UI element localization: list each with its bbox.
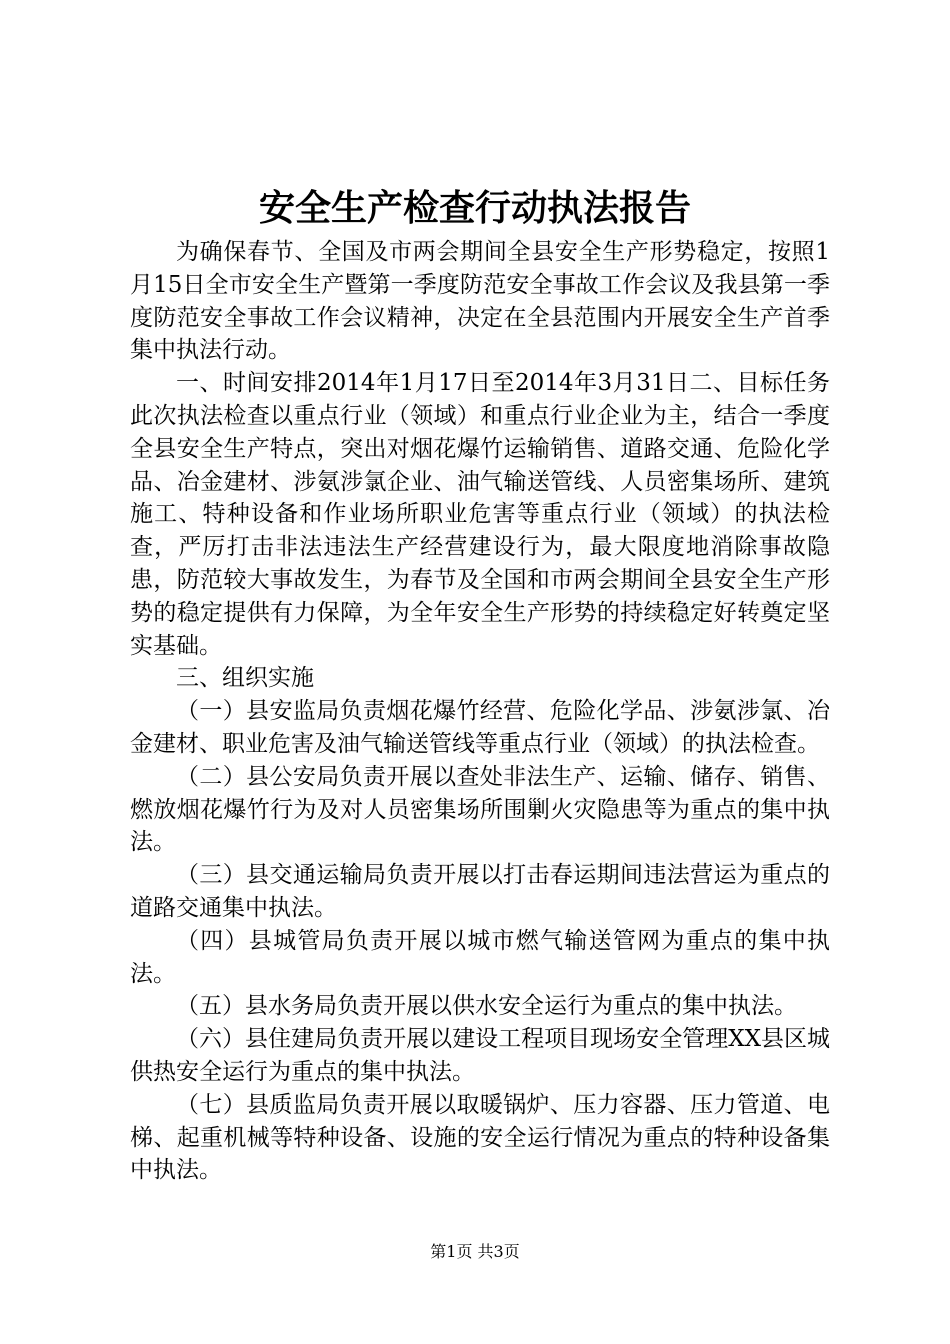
paragraph-schedule-goals: 一、时间安排2014年1月17日至2014年3月31日二、目标任务此次执法检查以重点行业（领域）和重点行业企业为主，结合一季度全县安全生产特点，突出对烟花爆竹运输销售、道路交通、危险化学品、冶金建材、涉氨涉氯企业、油气输送管线、人员密集场所、建筑施工、特种设备和作业场所职业危害等重点行业（领域）的执法检查，严厉打击非法违法生产经营建设行为，最大限度地消除事故隐患，防范较大事故发生，为春节及全国和市两会期间全县安全生产形势的稳定提供有力保障，为全年安全生产形势的持续稳定好转奠定坚实基础。 <box>130 370 830 659</box>
section-heading-implementation: 三、组织实施 <box>176 665 314 692</box>
paragraph-item-6: （六）县住建局负责开展以建设工程项目现场安全管理XX县区城供热安全运行为重点的集中执法。 <box>130 1026 830 1085</box>
document-title: 安全生产检查行动执法报告 <box>258 187 691 229</box>
paragraph-item-1: （一）县安监局负责烟花爆竹经营、危险化学品、涉氨涉氯、冶金建材、职业危害及油气输送管线等重点行业（领域）的执法检查。 <box>130 698 830 757</box>
document-body <box>130 236 830 1187</box>
paragraph-intro: 为确保春节、全国及市两会期间全县安全生产形势稳定，按照1月15日全市安全生产暨第一季度防范安全事故工作会议及我县第一季度防范安全事故工作会议精神，决定在全县范围内开展安全生产首季集中执法行动。 <box>130 239 830 364</box>
paragraph-item-5: （五）县水务局负责开展以供水安全运行为重点的集中执法。 <box>176 993 797 1020</box>
paragraph-item-2: （二）县公安局负责开展以查处非法生产、运输、储存、销售、燃放烟花爆竹行为及对人员密集场所围剿火灾隐患等为重点的集中执法。 <box>130 763 830 856</box>
paragraph-item-3: （三）县交通运输局负责开展以打击春运期间违法营运为重点的道路交通集中执法。 <box>130 862 830 921</box>
paragraph-item-4: （四）县城管局负责开展以城市燃气输送管网为重点的集中执法。 <box>130 927 830 987</box>
paragraph-item-7: （七）县质监局负责开展以取暖锅炉、压力容器、压力管道、电梯、起重机械等特种设备、设施的安全运行情况为重点的特种设备集中执法。 <box>130 1091 830 1184</box>
page-number-footer: 第1页 共3页 <box>430 1242 520 1261</box>
